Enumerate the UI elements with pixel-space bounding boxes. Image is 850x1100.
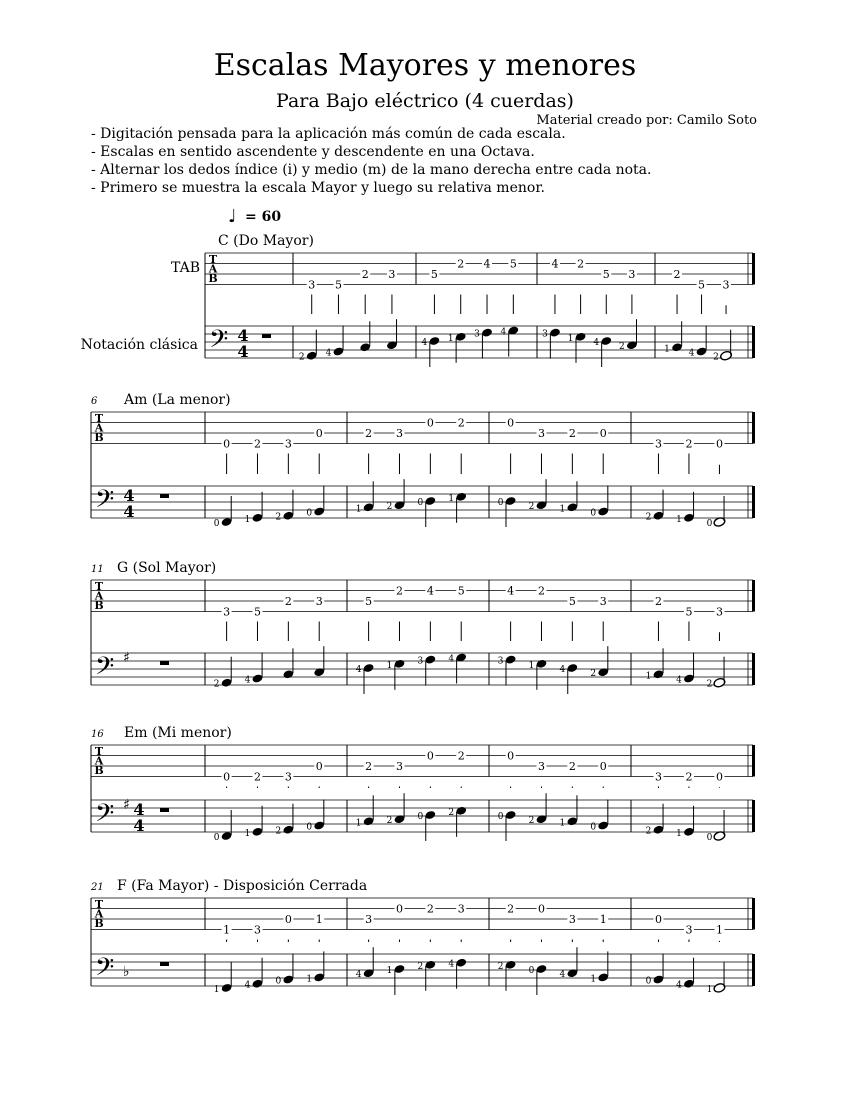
time-signature-bottom: 4	[133, 816, 145, 835]
fingering-number: 4	[421, 338, 428, 348]
tab-fret-number: 0	[507, 749, 515, 763]
tab-fret-number: 2	[673, 268, 681, 281]
fingering-number: 4	[448, 959, 455, 970]
tab-fret-number: 4	[551, 257, 559, 271]
tab-fret-number: 1	[223, 923, 231, 937]
tab-fret-number: 3	[599, 595, 607, 608]
fingering-number: 4	[559, 970, 566, 981]
fingering-number: 1	[447, 333, 454, 344]
bass-final-barline	[752, 653, 755, 685]
tab-clef-letter: T	[94, 898, 104, 911]
fingering-number: 0	[306, 822, 313, 833]
tab-fret-number: 5	[457, 584, 465, 598]
tab-fret-number: 0	[507, 416, 515, 430]
tab-final-barline	[752, 253, 755, 285]
tab-fret-number: 0	[537, 902, 545, 916]
tab-fret-number: 2	[426, 902, 434, 916]
fingering-number: 1	[528, 660, 535, 671]
fingering-number: 4	[688, 348, 695, 359]
tab-clef-letter: T	[208, 253, 218, 266]
fingering-number: 4	[559, 665, 566, 675]
tab-fret-number: 0	[395, 902, 403, 916]
tab-fret-number: 2	[685, 770, 693, 784]
tempo-mark: = 60	[245, 209, 282, 225]
tab-fret-number: 0	[284, 913, 292, 926]
tab-fret-number: 2	[568, 427, 576, 440]
fingering-number: 1	[355, 504, 362, 515]
fingering-number: 4	[325, 348, 332, 359]
fingering-number: 0	[590, 822, 597, 833]
measure-number: 11	[91, 564, 104, 575]
fingering-number: 0	[497, 498, 504, 508]
fingering-number: 2	[497, 961, 504, 972]
instruction-line: - Escalas en sentido ascendente y descendente en una Octava.	[91, 144, 535, 160]
tab-fret-number: 3	[722, 278, 730, 292]
fingering-number: 2	[706, 679, 713, 690]
fingering-number: 1	[567, 333, 574, 344]
fingering-number: 0	[275, 976, 282, 987]
tab-fret-number: 2	[253, 770, 261, 784]
bass-clef-icon: 𝄢	[209, 325, 229, 360]
time-signature-top: 4	[133, 800, 145, 819]
tab-fret-number: 0	[223, 770, 231, 784]
tab-fret-number: 1	[715, 923, 723, 937]
fingering-number: 1	[244, 828, 251, 839]
tab-fret-number: 4	[483, 257, 491, 271]
instrument-name-classic: Notación clásica	[80, 337, 198, 353]
tab-fret-number: 5	[685, 605, 693, 619]
fingering-number: 0	[706, 833, 713, 843]
tab-fret-number: 5	[430, 268, 438, 281]
tab-fret-number: 2	[365, 427, 373, 440]
fingering-number: 1	[706, 984, 713, 995]
scale-label: G (Sol Mayor)	[117, 560, 217, 576]
bass-final-barline	[752, 954, 755, 986]
measure-number: 21	[91, 882, 104, 893]
fingering-number: 1	[645, 671, 652, 682]
tab-fret-number: 2	[685, 437, 693, 451]
tab-fret-number: 2	[568, 760, 576, 773]
tab-fret-number: 0	[426, 749, 434, 763]
fingering-number: 4	[355, 665, 362, 675]
bass-clef-icon: 𝄢	[95, 799, 115, 834]
fingering-number: 0	[417, 812, 424, 822]
tab-fret-number: 2	[253, 437, 261, 451]
fingering-number: 2	[417, 961, 424, 972]
fingering-number: 4	[593, 338, 600, 348]
tab-clef-letter: B	[94, 599, 104, 612]
fingering-number: 2	[645, 826, 652, 837]
tab-final-barline	[752, 412, 755, 444]
fingering-number: 1	[590, 974, 597, 985]
tab-fret-number: 2	[537, 584, 545, 598]
tab-fret-number: 1	[315, 913, 323, 926]
instrument-name-tab: TAB	[171, 260, 200, 276]
tab-fret-number: 3	[685, 923, 693, 937]
fingering-number: 1	[306, 974, 313, 985]
tab-fret-number: 2	[365, 760, 373, 773]
score-subtitle: Para Bajo eléctrico (4 cuerdas)	[276, 90, 574, 112]
flat-icon: ♭	[123, 964, 130, 980]
fingering-number: 2	[528, 502, 535, 513]
fingering-number: 4	[500, 327, 507, 338]
tab-fret-number: 3	[365, 913, 373, 926]
tab-fret-number: 5	[602, 268, 610, 281]
tab-fret-number: 2	[457, 416, 465, 430]
fingering-number: 2	[590, 669, 597, 680]
fingering-number: 0	[213, 833, 220, 843]
tab-fret-number: 4	[426, 584, 434, 598]
tab-clef-letter: B	[94, 917, 104, 930]
tab-fret-number: 0	[223, 437, 231, 451]
tab-clef-letter: T	[94, 412, 104, 425]
sharp-icon: ♯	[123, 650, 130, 666]
tab-fret-number: 3	[253, 923, 261, 937]
fingering-number: 0	[213, 519, 220, 529]
fingering-number: 1	[559, 504, 566, 515]
bass-final-barline	[752, 326, 755, 358]
fingering-number: 3	[474, 329, 480, 340]
tab-fret-number: 3	[537, 760, 545, 773]
tab-fret-number: 0	[426, 416, 434, 430]
tab-fret-number: 2	[395, 584, 403, 598]
fingering-number: 1	[676, 514, 682, 525]
tab-fret-number: 3	[537, 427, 545, 440]
tab-fret-number: 3	[284, 770, 292, 784]
tab-fret-number: 0	[315, 760, 323, 773]
tab-clef-letter: T	[94, 580, 104, 593]
measure-number: 6	[91, 396, 98, 407]
bass-clef-icon: 𝄢	[95, 652, 115, 687]
fingering-number: 2	[275, 512, 282, 523]
tab-fret-number: 2	[507, 902, 515, 916]
fingering-number: 3	[542, 329, 548, 340]
fingering-number: 0	[306, 508, 313, 519]
tab-fret-number: 5	[365, 595, 373, 608]
tab-fret-number: 0	[715, 770, 723, 784]
tab-fret-number: 0	[654, 913, 662, 926]
tab-fret-number: 5	[509, 257, 517, 271]
fingering-number: 1	[448, 493, 455, 504]
fingering-number: 2	[713, 352, 719, 363]
bass-clef-icon: 𝄢	[95, 485, 115, 520]
tab-fret-number: 2	[361, 268, 369, 281]
fingering-number: 0	[528, 966, 535, 976]
tab-fret-number: 5	[253, 605, 261, 619]
tab-final-barline	[752, 898, 755, 930]
fingering-number: 1	[213, 984, 220, 995]
tab-fret-number: 0	[599, 760, 607, 773]
fingering-number: 4	[355, 970, 362, 981]
instruction-line: - Alternar los dedos índice (i) y medio (m) de la mano derecha entre cada nota.	[91, 162, 652, 178]
fingering-number: 4	[244, 675, 251, 686]
tab-fret-number: 5	[568, 595, 576, 608]
tab-fret-number: 3	[628, 268, 636, 281]
tab-fret-number: 4	[507, 584, 515, 598]
rest-icon	[160, 661, 169, 665]
fingering-number: 3	[497, 656, 504, 667]
tab-fret-number: 3	[388, 268, 396, 281]
tab-fret-number: 0	[315, 427, 323, 440]
fingering-number: 1	[664, 344, 670, 355]
tab-fret-number: 1	[599, 913, 607, 926]
fingering-number: 2	[619, 342, 625, 353]
tempo-note-icon: ♩	[228, 206, 237, 227]
rest-icon	[160, 494, 169, 498]
fingering-number: 0	[645, 976, 652, 987]
tab-fret-number: 3	[715, 605, 723, 619]
fingering-number: 2	[275, 826, 282, 837]
fingering-number: 2	[213, 679, 220, 690]
scale-label: C (Do Mayor)	[218, 233, 314, 249]
fingering-number: 2	[645, 512, 652, 523]
fingering-number: 1	[355, 818, 362, 829]
sharp-icon: ♯	[123, 797, 130, 813]
tab-fret-number: 2	[577, 257, 585, 271]
fingering-number: 3	[417, 656, 424, 667]
tab-clef-letter: A	[208, 262, 218, 276]
tab-fret-number: 2	[457, 257, 465, 271]
score-title: Escalas Mayores y menores	[213, 48, 637, 83]
tab-fret-number: 0	[715, 437, 723, 451]
fingering-number: 1	[559, 818, 566, 829]
tab-fret-number: 3	[654, 770, 662, 784]
tab-fret-number: 0	[599, 427, 607, 440]
tab-fret-number: 5	[698, 278, 706, 292]
time-signature-bottom: 4	[237, 342, 249, 361]
tab-fret-number: 3	[308, 278, 316, 292]
fingering-number: 1	[386, 966, 393, 976]
tab-clef-letter: A	[94, 907, 104, 921]
scale-label: Em (Mi menor)	[124, 725, 232, 741]
fingering-number: 4	[676, 675, 682, 686]
tab-fret-number: 3	[654, 437, 662, 451]
fingering-number: 0	[590, 508, 597, 519]
measure-number: 16	[91, 729, 104, 740]
tab-fret-number: 5	[334, 278, 342, 292]
tab-clef-letter: A	[94, 589, 104, 603]
fingering-number: 4	[676, 980, 682, 991]
tab-fret-number: 3	[568, 913, 576, 926]
fingering-number: 0	[417, 498, 424, 508]
tab-clef-letter: A	[94, 421, 104, 435]
rest-icon	[262, 334, 271, 338]
fingering-number: 1	[676, 828, 682, 839]
tab-clef-letter: A	[94, 754, 104, 768]
bass-final-barline	[752, 486, 755, 518]
fingering-number: 4	[244, 980, 251, 991]
tab-fret-number: 3	[457, 902, 465, 916]
fingering-number: 2	[386, 816, 393, 827]
scale-label: F (Fa Mayor) - Disposición Cerrada	[117, 878, 368, 894]
instruction-line: - Primero se muestra la escala Mayor y luego su relativa menor.	[91, 180, 545, 196]
tab-final-barline	[752, 745, 755, 777]
tab-fret-number: 3	[315, 595, 323, 608]
scale-label: Am (La menor)	[124, 392, 231, 408]
fingering-number: 4	[448, 654, 455, 665]
fingering-number: 1	[244, 514, 251, 525]
tab-clef-letter: B	[94, 764, 104, 777]
tab-final-barline	[752, 580, 755, 612]
tab-fret-number: 2	[284, 595, 292, 608]
fingering-number: 2	[386, 502, 393, 513]
tab-fret-number: 3	[395, 760, 403, 773]
tab-fret-number: 2	[457, 749, 465, 763]
rest-icon	[160, 962, 169, 966]
tab-fret-number: 3	[395, 427, 403, 440]
tab-fret-number: 2	[654, 595, 662, 608]
bass-clef-icon: 𝄢	[95, 953, 115, 988]
tab-clef-letter: B	[208, 272, 218, 285]
fingering-number: 2	[298, 352, 305, 363]
fingering-number: 0	[706, 519, 713, 529]
time-signature-top: 4	[237, 326, 249, 345]
tab-clef-letter: T	[94, 745, 104, 758]
fingering-number: 2	[448, 807, 455, 818]
instruction-line: - Digitación pensada para la aplicación más común de cada escala.	[91, 126, 566, 142]
time-signature-bottom: 4	[123, 502, 135, 521]
tab-clef-letter: B	[94, 431, 104, 444]
time-signature-top: 4	[123, 486, 135, 505]
composer-credit: Material creado por: Camilo Soto	[536, 113, 757, 128]
fingering-number: 1	[386, 660, 393, 671]
rest-icon	[160, 808, 169, 812]
fingering-number: 0	[497, 812, 504, 822]
bass-final-barline	[752, 800, 755, 832]
fingering-number: 2	[528, 816, 535, 827]
tab-fret-number: 3	[284, 437, 292, 451]
tab-fret-number: 3	[223, 605, 231, 619]
